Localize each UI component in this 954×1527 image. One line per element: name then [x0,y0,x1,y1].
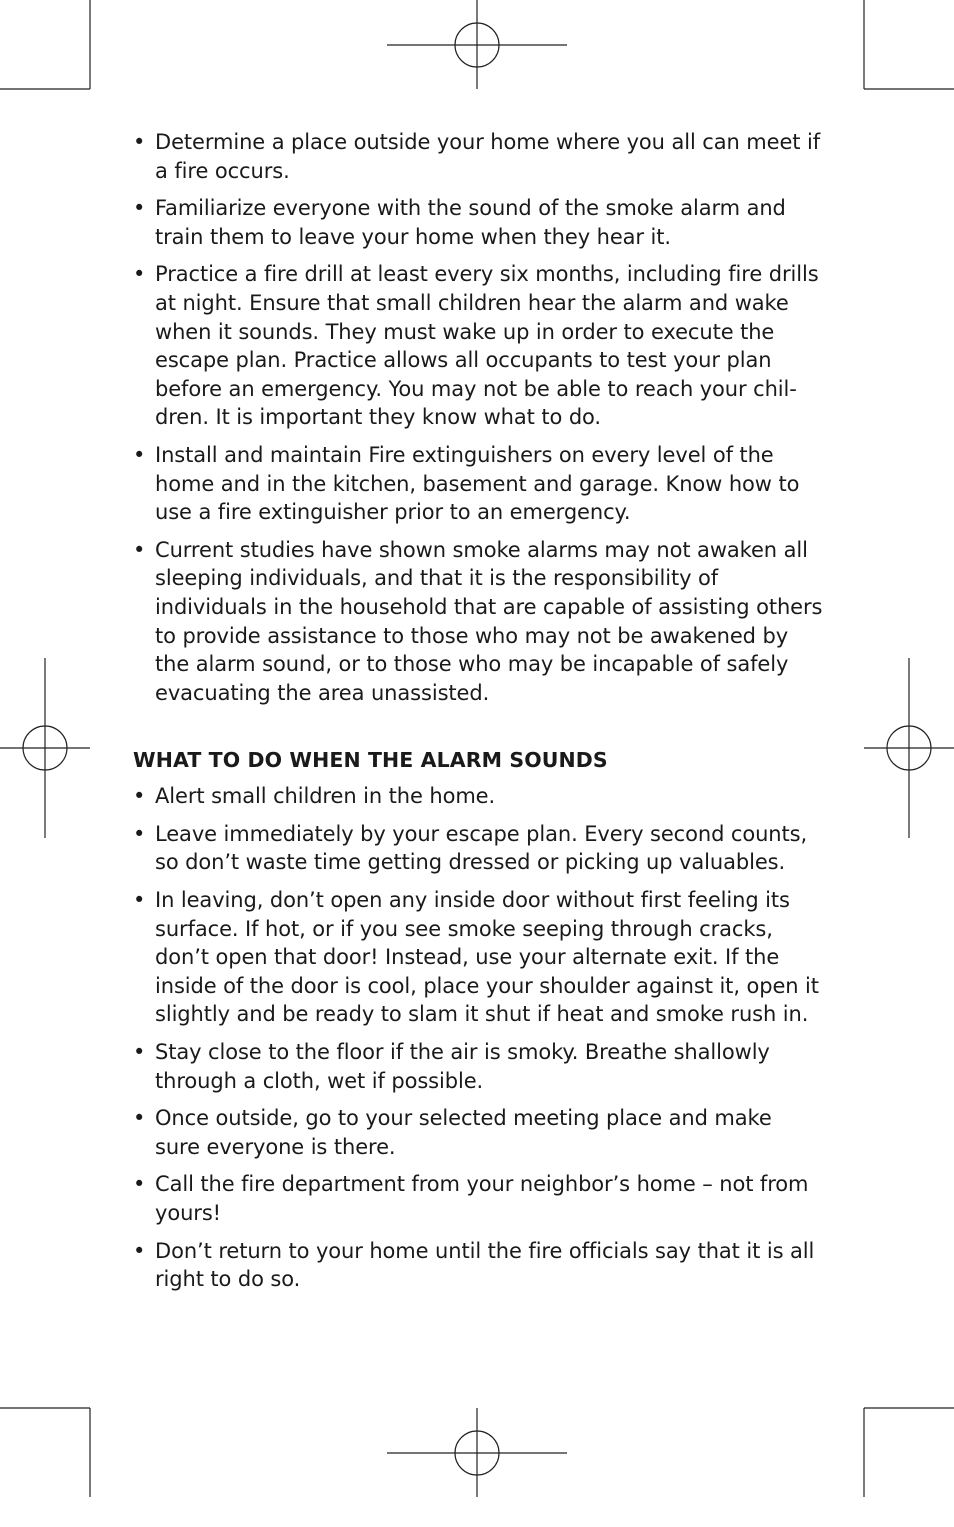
registration-mark-bottom [387,1408,567,1497]
list-item: • Don’t return to your home until the fire officials say that it is all right to do so. [133,1237,823,1294]
list-item: • In leaving, don’t open any inside door without first feeling its surface. If hot, or if you see smoke seeping through cracks, don’t open that door! Instead, use your alternate exit. If the inside of the door is cool, place your shoulder against it, open it slightly and be ready to slam it shut if heat and smoke rush in. [133,886,823,1029]
crop-mark-bottom-left [0,1408,90,1497]
section-heading: WHAT TO DO WHEN THE ALARM SOUNDS [133,748,608,773]
list-item: • Current studies have shown smoke alarms may not awaken all sleeping individuals, and that it is the responsibility of individuals in the household that are capable of assisting others to provide assistance to those who may not be awakened by the alarm sound, or to those who may be incapable of safely evacuating the area unassisted. [133,536,823,708]
list-item: • Once outside, go to your selected meeting place and make sure everyone is there. [133,1104,823,1161]
registration-mark-left [0,658,90,838]
intro-bullet-list [133,128,823,707]
list-item: • Call the fire department from your neighbor’s home – not from yours! [133,1170,823,1227]
list-item: • Leave immediately by your escape plan. Every second counts, so don’t waste time getting dressed or picking up valuables. [133,820,823,877]
list-item: • Determine a place outside your home where you all can meet if a fire occurs. [133,128,823,185]
crop-mark-top-right [864,0,954,89]
list-item: • Familiarize everyone with the sound of the smoke alarm and train them to leave your home when they hear it. [133,194,823,251]
list-item: • Stay close to the floor if the air is smoky. Breathe shallowly through a cloth, wet if possible. [133,1038,823,1095]
registration-mark-top [387,0,567,89]
list-item: • Install and maintain Fire extinguishers on every level of the home and in the kitchen, basement and garage. Know how to use a fire extinguisher prior to an emergency. [133,441,823,527]
list-item: • Alert small children in the home. [133,782,823,811]
crop-mark-top-left [0,0,90,89]
registration-mark-right [864,658,954,838]
list-item: • Practice a fire drill at least every six months, including fire drills at night. Ensure that small children hear the alarm and wake when it sounds. They must wake up in order to execute the escape plan. Practice allows all occupants to test your plan before an emergency. You may not be able to reach your chil-dren. It is important they know what to do. [133,260,823,432]
crop-mark-bottom-right [864,1408,954,1497]
alarm-bullet-list [133,782,823,1294]
page-content [133,128,823,1303]
